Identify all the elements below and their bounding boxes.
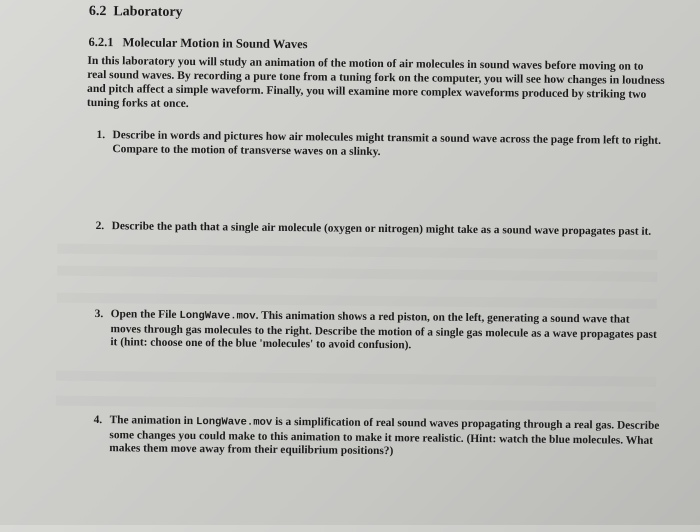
question-text-before: Open the File — [110, 308, 180, 321]
show-through-line — [56, 371, 656, 387]
intro-paragraph: In this laboratory you will study an animation of the motion of air molecules in sound waves before moving on to real sound waves. By recording a pure tone from a tuning fork on the computer, you will see how changes in loudness and pitch affect a simple waveform. Finally, you will examine more complex waveforms produced by striking two tuning forks at once. — [86, 53, 665, 110]
question-text: Describe in words and pictures how air molecules might transmit a sound wave across the page from left to right. Compare to the motion of transverse waves on a slinky. — [112, 129, 662, 158]
section-title: Laboratory — [113, 4, 183, 20]
question-4 — [93, 414, 659, 461]
show-through-line — [57, 266, 657, 282]
subsection-heading — [88, 35, 307, 52]
section-heading — [89, 4, 183, 21]
question-2 — [96, 220, 662, 239]
question-number: 2. — [95, 220, 105, 233]
question-text — [110, 308, 660, 355]
show-through-line — [57, 293, 657, 309]
question-text-before: The animation in — [109, 414, 197, 428]
filename: LongWave.mov — [179, 309, 256, 323]
question-number: 4. — [93, 414, 103, 427]
show-through-line — [56, 396, 656, 412]
question-number: 1. — [96, 129, 106, 142]
question-text: Describe the path that a single air molecule (oxygen or nitrogen) might take as a sound wave propagates past it. — [111, 220, 652, 238]
question-text — [109, 414, 659, 461]
subsection-number: 6.2.1 — [88, 34, 114, 50]
question-3 — [94, 308, 660, 355]
question-1 — [96, 129, 662, 162]
question-number: 3. — [94, 308, 104, 321]
filename: LongWave.mov — [195, 416, 273, 429]
question-text-after: . This animation shows a red piston, on the left, generating a sound wave that moves through gas molecules to the right. Describe the motion of a single gas molecule as a wave propagates past it (hint: choose one of the blue 'molecules' to avoid confusion). — [110, 309, 657, 352]
subsection-title: Molecular Motion in Sound Waves — [122, 35, 308, 52]
question-text-after: is a simplification of real sound waves propagating through a real gas. Describe some changes you could make to this animation to make it more realistic. (Hint: watch the blue molecules. What makes them move away from their equilibrium positions?) — [109, 415, 660, 458]
show-through-line — [57, 244, 657, 260]
section-number: 6.2 — [88, 3, 107, 20]
